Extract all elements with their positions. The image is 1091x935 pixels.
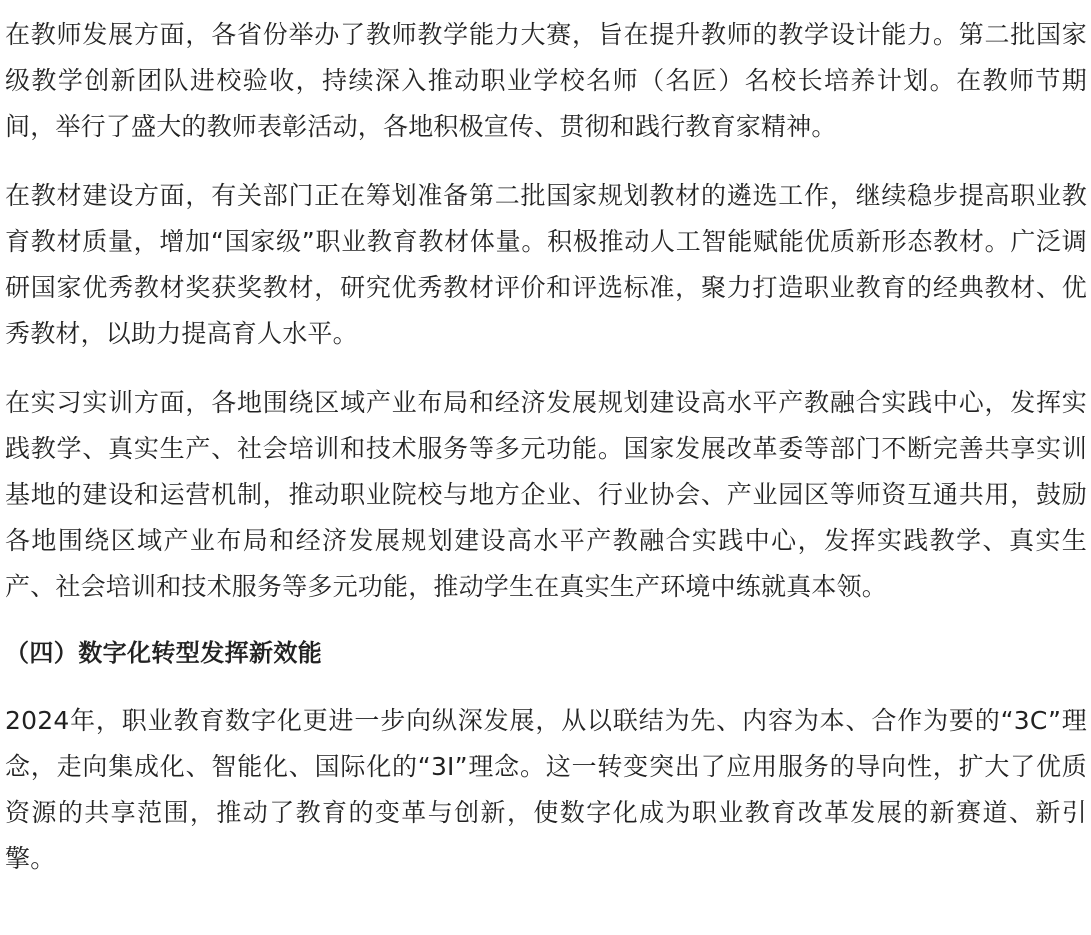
section-heading-digital-transformation: （四）数字化转型发挥新效能 bbox=[5, 639, 323, 667]
paragraph-teacher-development: 在教师发展方面，各省份举办了教师教学能力大赛，旨在提升教师的教学设计能力。第二批国家级教学创新团队进校验收，持续深入推动职业学校名师（名匠）名校长培养计划。在教师节期间，举行了盛大的教师表彰活动，各地积极宣传、贯彻和践行教育家精神。 bbox=[5, 20, 1087, 141]
paragraph-internship-training: 在实习实训方面，各地围绕区域产业布局和经济发展规划建设高水平产教融合实践中心，发挥实践教学、真实生产、社会培训和技术服务等多元功能。国家发展改革委等部门不断完善共享实训基地的建设和运营机制，推动职业院校与地方企业、行业协会、产业园区等师资互通共用，鼓励各地围绕区域产业布局和经济发展规划建设高水平产教融合实践中心，发挥实践教学、真实生产、社会培训和技术服务等多元功能，推动学生在真实生产环境中练就真本领。 bbox=[5, 388, 1087, 601]
paragraph-digitalization: 2024年，职业教育数字化更进一步向纵深发展，从以联结为先、内容为本、合作为要的“3C”理念，走向集成化、智能化、国际化的“3I”理念。这一转变突出了应用服务的导向性，扩大了优质资源的共享范围，推动了教育的变革与创新，使数字化成为职业教育改革发展的新赛道、新引擎。 bbox=[5, 706, 1087, 873]
paragraph-textbook-construction: 在教材建设方面，有关部门正在筹划准备第二批国家规划教材的遴选工作，继续稳步提高职业教育教材质量，增加“国家级”职业教育教材体量。积极推动人工智能赋能优质新形态教材。广泛调研国家优秀教材奖获奖教材，研究优秀教材评价和评选标准，聚力打造职业教育的经典教材、优秀教材，以助力提高育人水平。 bbox=[5, 181, 1087, 348]
